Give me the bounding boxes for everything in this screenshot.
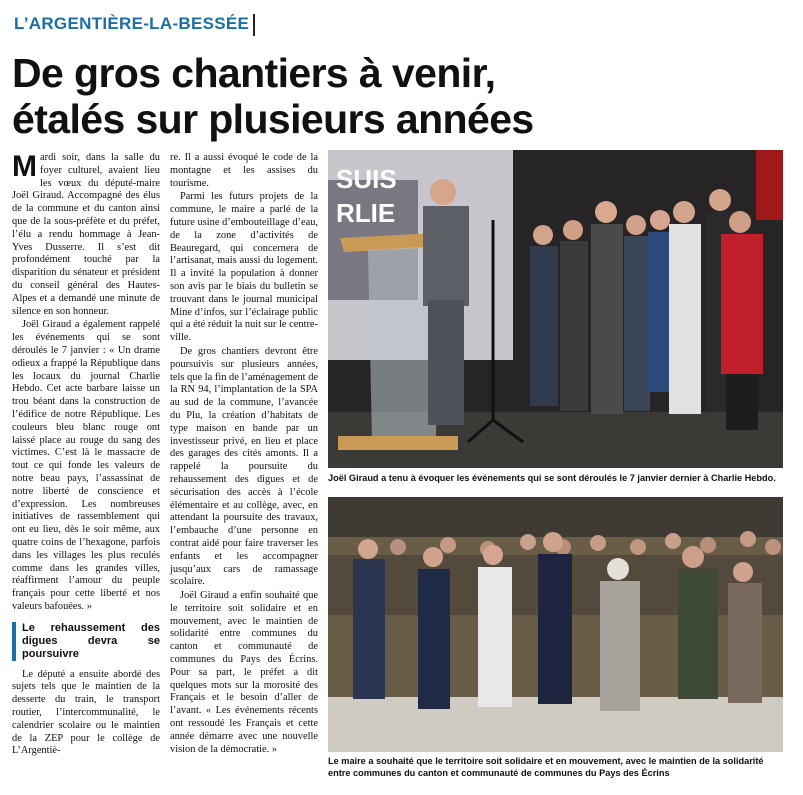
section-kicker: L’ARGENTIÈRE-LA-BESSÉE — [14, 14, 250, 33]
drop-cap: M — [12, 150, 37, 183]
headline — [12, 50, 534, 142]
headline-line-2: étalés sur plusieurs années — [12, 96, 534, 142]
paragraph: Mardi soir, dans la salle du foyer culturel, avaient lieu les vœux du député-maire Joël Giraud. Accompagné des élus de la commune et du canton ainsi que de la sous-préfète et du préfet, l’élu a rendu hommage à Jean-Yves Dusserre. Il s’est dit profondément touché par la disparition du sénateur et président du conseil général des Hautes-Alpes et a demandé une minute de silence en son honneur. — [12, 150, 160, 317]
photo-speech — [328, 150, 783, 468]
kicker-divider — [253, 14, 255, 36]
photo-crowd-illustration — [328, 497, 783, 752]
photo-speech-caption: Joël Giraud a tenu à évoquer les événements qui se sont déroulés le 7 janvier dernier à Charlie Hebdo. — [328, 473, 776, 483]
headline-line-1: De gros chantiers à venir, — [12, 50, 496, 96]
paragraph: Joël Giraud a enfin souhaité que le territoire soit solidaire et en mouvement, avec le maintien de solidarité entre communes du canton et communauté de communes du Pays des Écrins. Pour sa part, le préfet a dit quelques mots sur la morosité des Français et le besoin d’aller de l’avant. « Les événements récents ont ressoudé les Français et cette année démarre avec une nouvelle vision de la démocratie. » — [170, 590, 318, 755]
paragraph: Parmi les futurs projets de la commune, le maire a parlé de la future usine d’embouteillage d’eau, de la zone d’activités de Beauregard, qui concernera de l’artisanat, mais aussi du logement. Il a invité la population à donner son avis par le biais du bulletin se trouvant dans le journal municipal Mine d’infos, sur l’éclairage public qui a été réduit la nuit sur le centre-ville. — [170, 191, 318, 344]
photo-crowd — [328, 497, 783, 752]
paragraph: Joël Giraud a également rappelé les événements qui se sont déroulés le 7 janvier : « Un drame odieux a frappé la République dans les locaux du journal Charlie Hebdo. Cet acte barbare laisse un trou béant dans la construction de l’édifice de notre République. Les couleurs bleu blanc rouge ont laissé place au rouge du sang des victimes. C’est là le massacre de tout ce qui fonde les valeurs de notre beau pays, l’assassinat de notre liberté de conscience et d’expression. Les nombreuses initiatives de rassemblement qui ont eu lieu, dès le soir même, aux quatre coins de l’hexagone, parfois dans les villages les plus reculés comme dans les grandes villes, réaffirment l’amour du peuple français pour cette liberté et nos valeurs bafouées. » — [12, 319, 160, 612]
article-column-2 — [170, 152, 318, 757]
photo-crowd-caption: Le maire a souhaité que le territoire soit solidaire et en mouvement, avec le maintien de la solidarité entre communes du canton et communauté de communes du Pays des Écrins — [328, 756, 764, 778]
subheading: Le rehaussement des digues devra se poursuivre — [12, 622, 160, 661]
article-column-1 — [12, 152, 160, 759]
screen-text-2: RLIE — [336, 198, 396, 228]
paragraph: re. Il a aussi évoqué le code de la montagne et les assises du tourisme. — [170, 152, 318, 189]
screen-text-1: SUIS — [336, 164, 397, 194]
photo-speech-illustration — [328, 150, 783, 468]
speaker-body — [423, 206, 469, 306]
paragraph: De gros chantiers devront être poursuivis sur plusieurs années, tels que la fin de l’aménagement de la RN 94, l’implantation de la SPA au sud de la commune, l’avancée du Plu, la création d’habitats de type maison en bande par un investisseur privé, en lieu et place des garages des cités amonts. Il a rappelé la poursuite du rehaussement des digues et de sécurisation des accès à l’école élémentaire et au collège, avec, en attendant la poursuite des travaux, l’embauche d’une personne en contrat aidé pour faire traverser les enfants et les accompagner jusqu’aux cars de ramassage scolaire. — [170, 345, 318, 588]
speaker-head — [430, 179, 456, 205]
paragraph: Le député a ensuite abordé des sujets tels que le maintien de la desserte du train, le transport routier, l’intercommunalité, le calendrier scolaire ou le maintien de la ZEP pour le collège de L’Argentiè- — [12, 668, 160, 757]
